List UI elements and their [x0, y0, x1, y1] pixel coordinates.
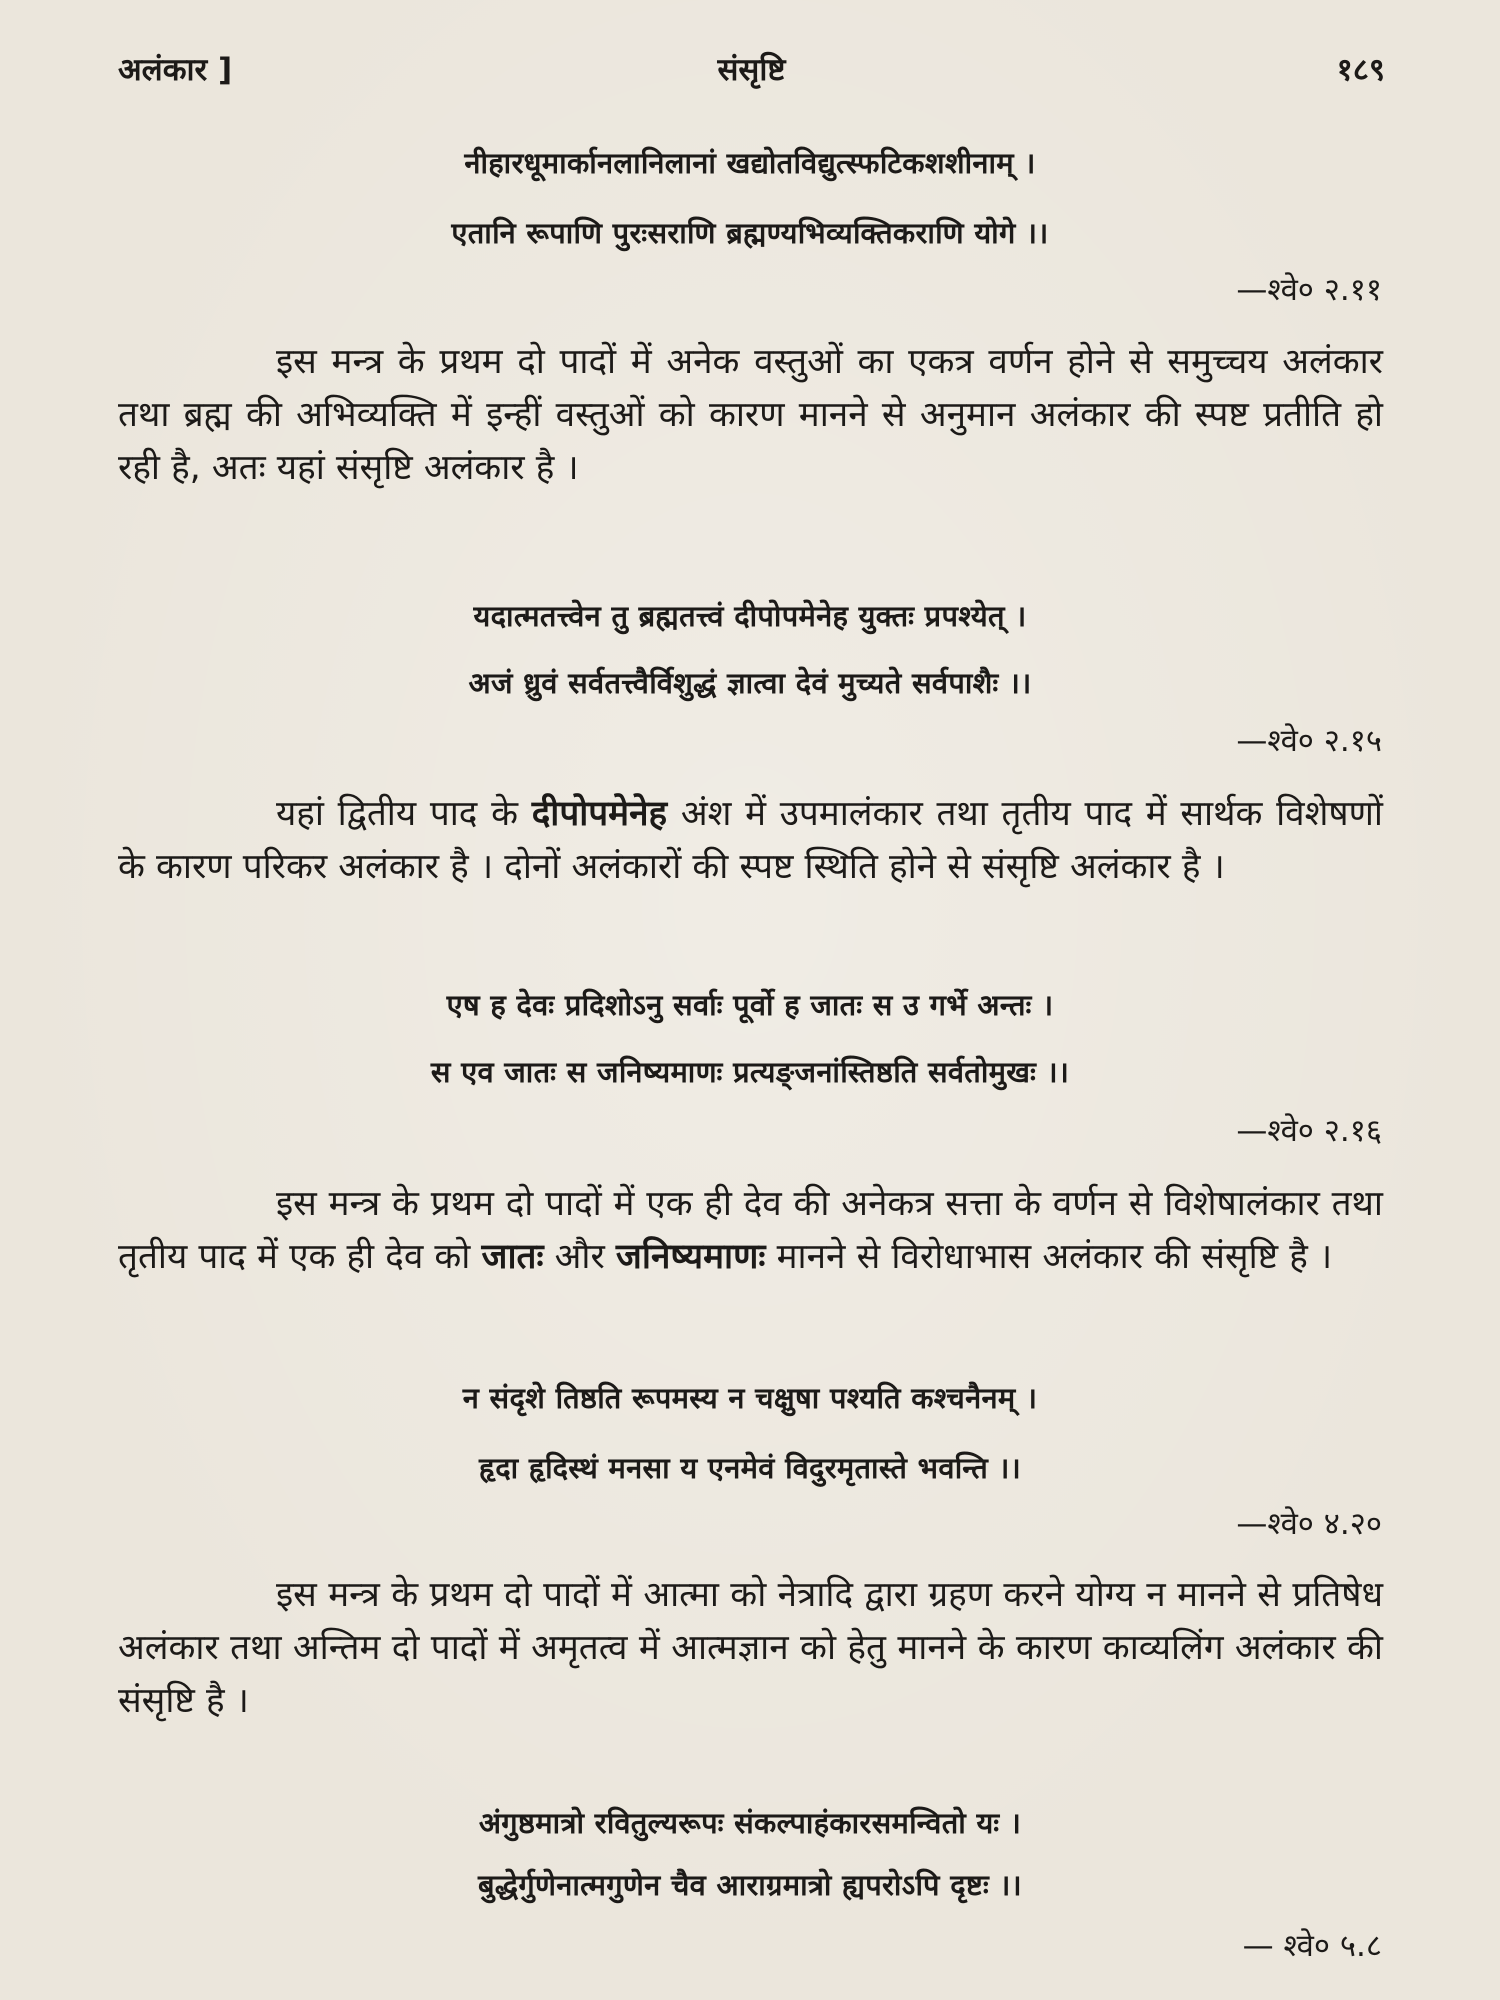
- paragraph-text: इस मन्त्र के प्रथम दो पादों में एक ही देव की अनेकत्र सत्ता के वर्णन से विशेषालंकार तथा तृतीय पाद में एक ही देव को: [118, 1184, 1383, 1277]
- emphasized-term: दीपोपमेनेह: [531, 794, 668, 834]
- verse-reference: —श्वे० ४.२०: [1236, 1506, 1382, 1542]
- verse-reference: —श्वे० २.१६: [1236, 1113, 1382, 1149]
- commentary-paragraph: इस मन्त्र के प्रथम दो पादों में आत्मा को नेत्रादि द्वारा ग्रहण करने योग्य न मानने से प्रतिषेध अलंकार तथा अन्तिम दो पादों में अमृतत्व में आत्मज्ञान को हेतु मानने के कारण काव्यलिंग अलंकार की संसृष्टि है ।: [118, 1575, 1383, 1721]
- commentary-paragraph: इस मन्त्र के प्रथम दो पादों में अनेक वस्तुओं का एकत्र वर्णन होने से समुच्चय अलंकार तथा ब्रह्म की अभिव्यक्ति में इन्हीं वस्तुओं को कारण मानने से अनुमान अलंकार की स्पष्ट प्रतीति हो रही है, अतः यहां संसृष्टि अलंकार है ।: [118, 342, 1383, 488]
- verse-line: यदात्मतत्त्वेन तु ब्रह्मतत्त्वं दीपोपमेनेह युक्तः प्रपश्येत् ।: [473, 599, 1027, 633]
- verse-reference: —श्वे० २.१५: [1236, 723, 1382, 759]
- commentary-paragraph: [118, 1178, 1383, 1284]
- running-header: [118, 48, 1385, 98]
- paragraph-text: और: [543, 1237, 616, 1277]
- verse-line: एष ह देवः प्रदिशोऽनु सर्वाः पूर्वो ह जातः स उ गर्भे अन्तः ।: [446, 988, 1054, 1022]
- paragraph-text: अंश में उपमालंकार तथा तृतीय पाद में सार्थक विशेषणों के कारण परिकर अलंकार है । दोनों अलंकारों की स्पष्ट स्थिति होने से संसृष्टि अलंकार है ।: [118, 794, 1383, 887]
- verse-line: एतानि रूपाणि पुरःसराणि ब्रह्मण्यभिव्यक्तिकराणि योगे ।।: [451, 216, 1049, 250]
- verse-line: हृदा हृदिस्थं मनसा य एनमेवं विदुरमृतास्ते भवन्ति ।।: [478, 1451, 1022, 1485]
- header-title: संसृष्टि: [717, 52, 786, 88]
- page-number: १८९: [1336, 52, 1385, 88]
- emphasized-term: जातः: [481, 1237, 544, 1277]
- verse-line: न संदृशे तिष्ठति रूपमस्य न चक्षुषा पश्यति कश्चनैनम् ।: [462, 1381, 1038, 1415]
- verse-line: स एव जातः स जनिष्यमाणः प्रत्यङ्जनांस्तिष्ठति सर्वतोमुखः ।।: [430, 1055, 1070, 1089]
- header-chapter: अलंकार ]: [118, 52, 233, 88]
- verse-line: बुद्धेर्गुणेनात्मगुणेन चैव आराग्रमात्रो ह्यपरोऽपि दृष्टः ।।: [478, 1868, 1022, 1902]
- verse-line: नीहारधूमार्कानलानिलानां खद्योतविद्युत्स्फटिकशशीनाम् ।: [464, 146, 1036, 180]
- verse-line: अंगुष्ठमात्रो रवितुल्यरूपः संकल्पाहंकारसमन्वितो यः ।: [478, 1806, 1022, 1840]
- verse-reference: —श्वे० २.११: [1236, 272, 1382, 308]
- verse-line: अजं ध्रुवं सर्वतत्त्वैर्विशुद्धं ज्ञात्वा देवं मुच्यते सर्वपाशैः ।।: [468, 666, 1032, 700]
- paragraph-text: मानने से विरोधाभास अलंकार की संसृष्टि है ।: [765, 1237, 1333, 1277]
- emphasized-term: जनिष्यमाणः: [615, 1237, 766, 1277]
- commentary-paragraph: [118, 788, 1383, 894]
- verse-reference: — श्वे० ५.८: [1242, 1928, 1382, 1964]
- paragraph-text: यहां द्वितीय पाद के: [276, 794, 532, 834]
